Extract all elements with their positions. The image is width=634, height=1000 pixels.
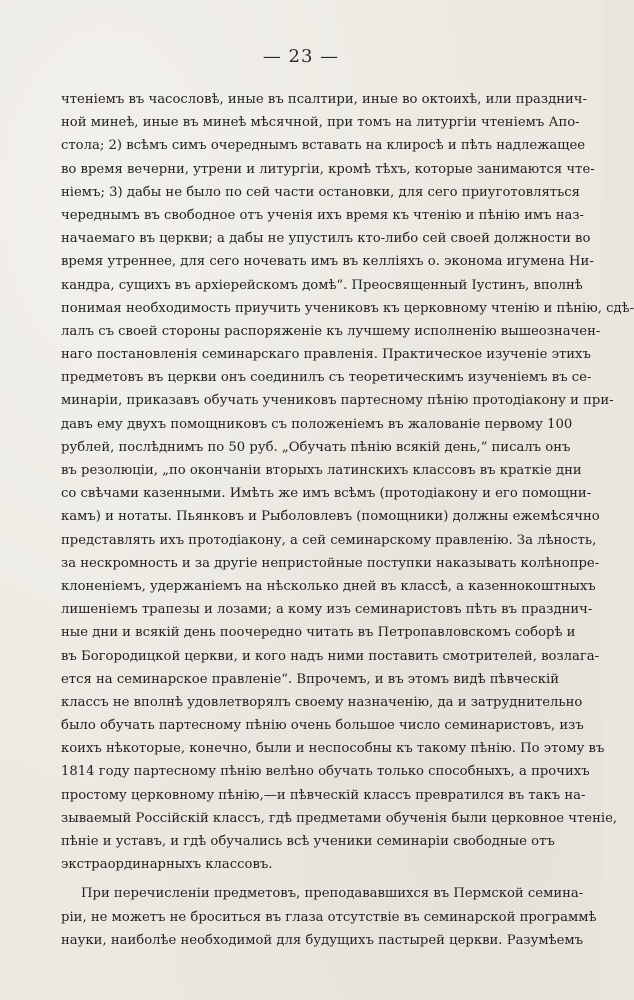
text-line: клоненіемъ, удержаніемъ на нѣсколько дней въ классѣ, а казеннокоштныхъ [61,578,596,594]
page-number: — 23 — [262,46,340,67]
text-line: кандра, сущихъ въ архіерейскомъ домѣ“. Преосвященный Іустинъ, вполнѣ [61,277,583,293]
text-line: минаріи, приказавъ обучать учениковъ партесному пѣнію протодіакону и при- [61,393,614,409]
text-line: лалъ съ своей стороны распоряженіе къ лучшему исполненію вышеозначен- [61,323,601,339]
text-line: со свѣчами казенными. Имѣть же имъ всѣмъ (протодіакону и его помощни- [61,486,592,502]
text-line: ніемъ; 3) дабы не было по сей части остановки, для сего приуготовляться [61,184,580,200]
text-line: представлять ихъ протодіакону, а сей семинарскому правленію. За лѣность, [61,532,597,548]
text-line: 1814 году партесному пѣнію велѣно обучать только способныхъ, а прочихъ [61,764,590,780]
text-line: было обучать партесному пѣнію очень большое число семинаристовъ, изъ [61,718,584,734]
text-line: ной минеѣ, иные въ минеѣ мѣсячной, при томъ на литургіи чтеніемъ Апо- [61,115,580,131]
text-line: науки, наиболѣе необходимой для будущихъ пастырей церкви. Разумѣемъ [61,932,584,948]
text-line: экстраординарныхъ классовъ. [61,857,273,873]
text-line: стола; 2) всѣмъ симъ очереднымъ вставать на клиросѣ и пѣть надлежащее [61,138,586,154]
text-line: зываемый Россійскій классъ, гдѣ предметами обученія были церковное чтеніе, [61,810,618,826]
text-line: ные дни и всякій день поочередно читать въ Петропавловскомъ соборѣ и [61,625,576,641]
text-line: череднымъ въ свободное отъ ученія ихъ время къ чтенію и пѣнію имъ наз- [61,207,585,223]
text-line: ріи, не можетъ не броситься въ глаза отсутствіе въ семинарской программѣ [61,909,597,925]
text-line: ется на семинарское правленіе“. Впрочемъ, и въ этомъ видѣ пѣвческій [61,671,560,687]
text-line: лишеніемъ трапезы и лозами; а кому изъ семинаристовъ пѣть въ празднич- [61,602,593,618]
text-line: чтеніемъ въ часословѣ, иные въ псалтири, иные во октоихѣ, или празднич- [61,92,587,107]
text-line: во время вечерни, утрени и литургіи, кромѣ тѣхъ, которые занимаются чте- [61,161,595,177]
text-line: давъ ему двухъ помощниковъ съ положеніемъ въ жалованіе первому 100 [61,416,573,432]
text-line: При перечисленіи предметовъ, преподававшихся въ Пермской семина- [81,886,584,902]
text-line: пѣніе и уставъ, и гдѣ обучались всѣ ученики семинаріи свободные отъ [61,834,555,849]
text-line: камъ) и нотаты. Пьянковъ и Рыболовлевъ (помощники) должны ежемѣсячно [61,509,600,525]
text-line: время утреннее, для сего ночевать имъ въ келліяхъ о. эконома игумена Ни- [61,254,594,270]
text-line: рублей, послѣднимъ по 50 руб. „Обучать пѣнію всякій день,“ писалъ онъ [61,439,571,455]
text-line: понимая необходимость приучить учениковъ къ церковному чтенію и пѣнію, сдѣ- [61,300,634,316]
paragraph-2 [61,882,597,952]
text-line: простому церковному пѣнію,—и пѣвческій классъ превратился въ такъ на- [61,787,586,803]
text-line: классъ не вполнѣ удовлетворялъ своему назначенію, да и затруднительно [61,694,583,710]
page-text [61,88,634,952]
text-line: коихъ нѣкоторые, конечно, были и неспособны къ такому пѣнію. По этому въ [61,741,605,757]
text-line: за нескромность и за другіе непристойные поступки наказывать колѣнопре- [61,555,600,571]
paragraph-1 [61,88,634,876]
text-line: въ Богородицкой церкви, и кого надъ ними поставить смотрителей, возлага- [61,648,600,664]
text-line: въ резолюціи, „по окончаніи вторыхъ латинскихъ классовъ въ краткіе дни [61,463,582,478]
text-line: наго постановленія семинарскаго правленія. Практическое изученіе этихъ [61,347,591,363]
text-line: предметовъ въ церкви онъ соединилъ съ теоретическимъ изученіемъ въ се- [61,370,592,386]
text-line: начаемаго въ церкви; а дабы не упустилъ кто-либо сей своей должности во [61,231,591,247]
